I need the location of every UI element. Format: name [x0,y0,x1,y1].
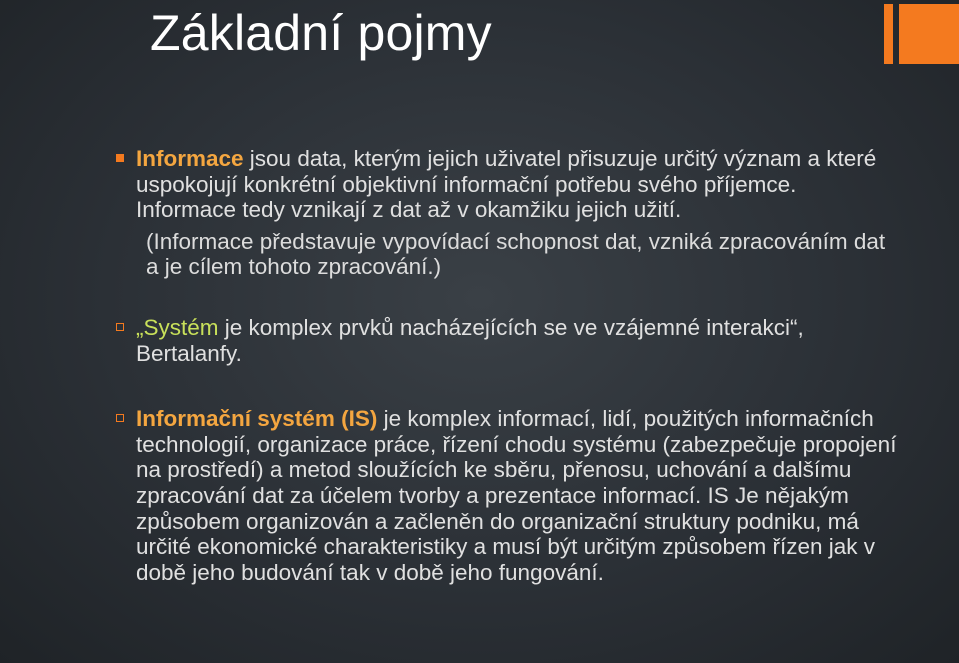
bullet-item-system [112,315,902,366]
slide-content [112,146,902,585]
definition-text: jsou data, kterým jejich uživatel přisuzuje určitý význam a které uspokojují konkrétní objektivní informační potřebu svého příjemce. Informace tedy vznikají z dat až v okamžiku jejich užití. [136,146,877,223]
note-text: (Informace představuje vypovídací schopnost dat, vzniká zpracováním dat a je cílem tohoto zpracování.) [146,228,886,280]
square-bullet-icon [116,323,124,331]
decorative-bar [884,4,893,64]
definition-text: je komplex informací, lidí, použitých informačních technologií, organizace práce, řízení chodu systému (zabezpečuje propojení na prostředí) a metod sloužících ke sběru, přenosu, uchování a dalšímu zpracování dat za účelem tvorby a prezentace informací. IS Je nějakým způsobem organizován a začleněn do organizační struktury podniku, má určité ekonomické charakteristiky a musí být určitým způsobem řízen jak v době jeho budování tak v době jeho fungování. [136,406,897,585]
slide-title: Základní pojmy [150,5,492,61]
bullet-item-informace [112,146,902,223]
square-bullet-icon [116,154,124,162]
bullet-item-informacni-system [112,406,902,585]
term-informacni-system: Informační systém (IS) [136,406,378,432]
definition-text: je komplex prvků nacházejících se ve vzájemné interakci“, Bertalanfy. [136,314,804,366]
decorative-block [899,4,959,64]
term-informace: Informace [136,146,244,171]
square-bullet-icon [116,414,124,422]
term-system: „Systém [136,314,219,340]
